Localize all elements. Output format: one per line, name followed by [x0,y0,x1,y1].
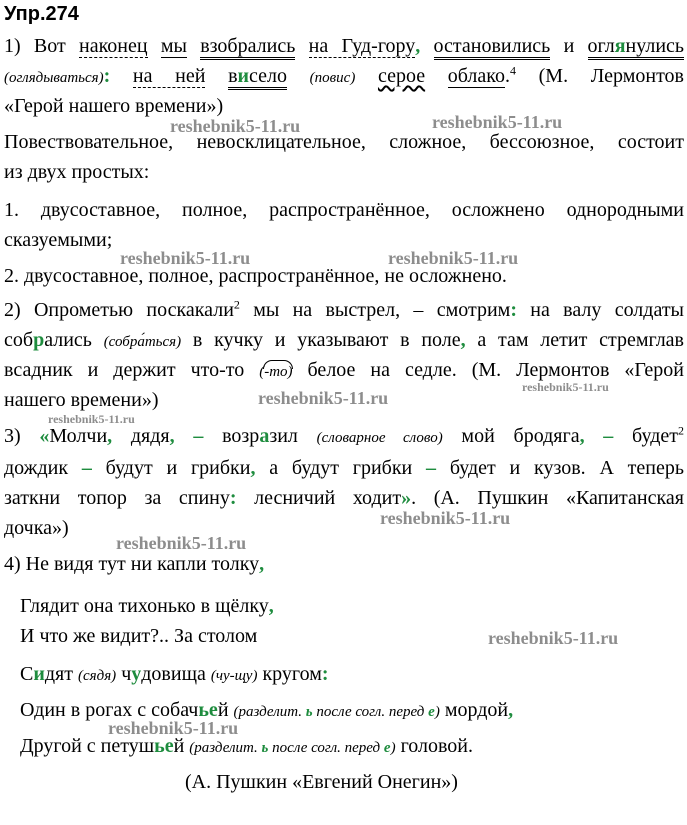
space [287,65,310,87]
text: белое на седле. (М. Лермонтов «Герой [292,359,684,381]
watermark: reshebnik5-11.ru [116,533,247,553]
adverbial: на Гуд-гору [308,35,416,57]
text: а будут грибки [255,457,427,479]
punct: : [510,299,517,321]
text: будет и кузов. А теперь [436,457,685,479]
text: дождик [4,457,82,479]
s1-line8: 2. двусоставное, полное, распространённое, не осложнено. [4,265,507,287]
s1-line6: 1. двусоставное, полное, распространённое, осложнено однородными [4,199,684,221]
attribute: серое [377,65,426,87]
text: мы на выстрел, – смотрим [239,299,511,321]
text: будет [613,425,678,447]
punct: : [229,487,237,509]
text: дят [44,663,78,685]
footnote: 2 [233,297,240,312]
subject: облако [447,65,505,87]
punct: , [268,595,274,617]
text: и [550,35,588,57]
adverbial: на ней [132,65,206,87]
s2-line1 [4,298,684,322]
punct: – [81,457,92,479]
s1-line3: «Герой нашего времени») [4,95,224,117]
text: лесничий ходит [236,487,402,509]
s1-line4: Повествовательное, невосклицательное, сложное, бессоюзное, состоит [4,131,684,153]
watermark: reshebnik5-11.ru [432,112,563,132]
space [355,65,378,87]
text: 1) Вот [4,35,79,57]
watermark: reshebnik5-11.ru [170,116,301,136]
highlight: ье [154,735,174,757]
watermark: reshebnik5-11.ru [108,718,239,738]
vowel: я [614,35,626,57]
s1-line5: из двух простых: [4,161,150,183]
text: (-то) [259,364,293,380]
remark: (собра́ться) [103,334,182,350]
vowel: и [33,663,45,685]
watermark: reshebnik5-11.ru [380,508,511,528]
space [420,35,433,57]
text: (М. Лермонтов [516,65,684,87]
remark: (оглядываться) [4,70,104,86]
punct: – [426,457,437,479]
text: село [249,65,288,87]
text: 3) [4,425,40,447]
text: Один в рогах с собач [20,699,199,721]
highlight: е [383,740,391,756]
watermark: reshebnik5-11.ru [488,628,619,648]
s4-line6 [20,734,473,760]
text: й [217,699,234,721]
remark: (разделит. [189,740,262,756]
space [295,35,308,57]
s1-line1 [4,34,684,58]
remark: после согл. перед [268,740,384,756]
remark: (разделит. [233,704,306,720]
space [92,329,104,351]
watermark: reshebnik5-11.ru [120,248,251,268]
s2-line4: нашего времени») [4,389,159,411]
space [425,65,448,87]
subject: мы [160,35,187,57]
vowel: у [131,663,142,685]
watermark: reshebnik5-11.ru [48,412,135,426]
s1-line2 [4,64,684,90]
highlight: ь [261,740,269,756]
text: будут и грибки [91,457,251,479]
text: головой. [395,735,474,757]
punct: : [103,65,111,87]
text: 2) Опрометью поскакали [4,299,234,321]
remark: (повис) [309,70,356,86]
vowel: р [33,329,45,351]
predicate: остановились [434,35,551,60]
remark: ) [390,740,396,756]
watermark: reshebnik5-11.ru [522,380,609,394]
text: ч [116,663,132,685]
space [110,65,133,87]
punct: , [259,553,265,575]
vowel: и [237,65,250,87]
punct: – [584,425,614,447]
s1-line7: сказуемыми; [4,229,113,251]
s4-line3: И что же видит?.. За столом [20,625,258,647]
text: довища [141,663,211,685]
text: ались [44,329,92,351]
text: мордой [439,699,509,721]
text: Другой с петуш [20,735,155,757]
space [187,35,200,57]
footnote: 4 [510,63,516,78]
punct: , [508,699,514,721]
predicate [228,65,287,90]
punct: : [321,663,329,685]
s4-line2 [20,594,274,618]
morpheme-arc [263,360,293,369]
text: кругом [257,663,322,685]
s4-line5 [20,698,513,724]
text: в [228,65,238,87]
text: Глядит она тихонько в щёлку [20,595,269,617]
text: Молчи [49,425,108,447]
punct: , [460,329,466,351]
text: С [20,663,34,685]
text: заткни топор за спину [4,487,230,509]
text: в кучку и указывают в поле [181,329,461,351]
s4-line4 [20,662,329,688]
text: . [505,65,510,87]
punct: , [107,425,113,447]
space [148,35,161,57]
remark: (словарное слово) [316,430,443,446]
vowel: а [259,425,270,447]
predicate [588,35,685,60]
predicate: взобрались [200,35,295,60]
s4-line1 [4,552,264,576]
highlight: ье [198,699,218,721]
text: дядя [112,425,170,447]
text: й [173,735,190,757]
punct: , [579,425,585,447]
punct: , [169,425,175,447]
watermark: reshebnik5-11.ru [258,388,389,408]
s2-line2 [4,328,684,354]
text: 4) Не видя тут ни капли толку [4,553,260,575]
s3-line4: дочка») [4,517,69,539]
punct: , [250,457,256,479]
adverbial: наконец [79,35,148,57]
space [205,65,228,87]
remark: (сядя) [78,668,117,684]
punct: – [174,425,204,447]
text: всадник и держит что-то [4,359,260,381]
highlight: е [428,704,435,720]
text: зил [269,425,317,447]
punct: , [415,35,421,57]
highlight: ь [305,704,313,720]
suffix-remark [259,364,292,380]
text: на валу солдаты [516,299,684,321]
s3-line1 [4,424,684,450]
s3-line2 [4,456,684,480]
s4-citation: (А. Пушкин «Евгений Онегин») [185,771,458,793]
punct: » [401,487,412,509]
watermark: reshebnik5-11.ru [388,248,519,268]
footnote: 2 [678,423,684,438]
text: нулись [625,35,685,57]
text: огл [587,35,615,57]
remark: после согл. перед [312,704,429,720]
remark: ) [434,704,440,720]
text: мой бродяга [442,425,580,447]
punct: « [39,425,50,447]
text: соб [4,329,34,351]
remark: (чу-щу) [210,668,258,684]
text: возр [203,425,260,447]
exercise-title: Упр.274 [4,3,79,25]
s3-line3 [4,486,684,510]
text: а там летит стремглав [465,329,685,351]
text: . (А. Пушкин «Капитанская [411,487,684,509]
